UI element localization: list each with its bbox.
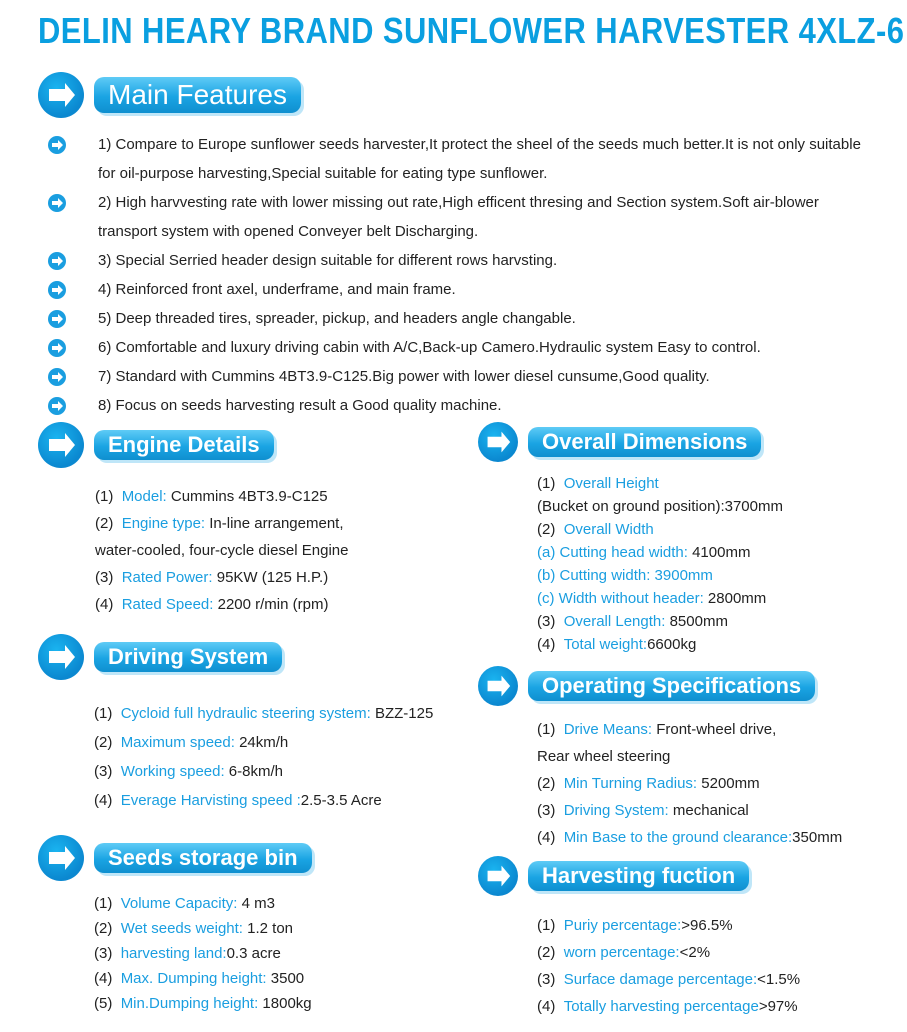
small-circle-arrow-icon [48, 194, 66, 212]
section-heading: Driving System [94, 642, 282, 672]
spec-row [94, 705, 433, 722]
feature-item: 2) High harvvesting rate with lower missing out rate,High efficent thresing and Section system.Soft air-blower transport system with opened Conveyer belt Discharging. [98, 194, 819, 240]
spec-value: 4 m3 [237, 895, 275, 912]
spec-row [537, 721, 776, 738]
spec-number: (4) [537, 998, 556, 1015]
spec-value: 350mm [792, 829, 843, 846]
spec-label: Driving System: [563, 802, 669, 819]
spec-value: 6-8km/h [224, 763, 283, 780]
section-harvesting [478, 856, 749, 896]
small-circle-arrow-icon [48, 136, 66, 154]
spec-row [537, 636, 696, 653]
spec-row [537, 917, 733, 934]
spec-row [537, 802, 749, 819]
spec-label: Min.Dumping height: [120, 995, 259, 1012]
small-circle-arrow-icon [48, 310, 66, 328]
small-circle-arrow-icon [48, 281, 66, 299]
circle-arrow-icon [38, 72, 84, 118]
spec-value: 2800mm [703, 590, 767, 607]
spec-label: Min Base to the ground clearance: [563, 829, 793, 846]
spec-number: (4) [537, 829, 556, 846]
spec-number: (1) [537, 475, 556, 492]
spec-number: (3) [95, 569, 114, 586]
spec-row [94, 970, 304, 987]
spec-number: (1) [537, 721, 556, 738]
spec-number: (4) [94, 970, 113, 987]
spec-row [537, 567, 713, 584]
spec-row [95, 515, 344, 532]
feature-item: 6) Comfortable and luxury driving cabin with A/C,Back-up Camero.Hydraulic system Easy to control. [98, 339, 761, 356]
spec-row [95, 488, 328, 505]
small-circle-arrow-icon [48, 368, 66, 386]
spec-value: 1.2 ton [242, 920, 294, 937]
spec-number: (3) [537, 613, 556, 630]
spec-row [537, 544, 750, 561]
section-engine [38, 422, 274, 468]
small-circle-arrow-icon [48, 397, 66, 415]
spec-row [95, 596, 328, 613]
spec-row [94, 734, 288, 751]
feature-item: 3) Special Serried header design suitable for different rows harvsting. [98, 252, 558, 269]
spec-label: Overall Length: [563, 613, 666, 630]
section-dimensions [478, 422, 761, 462]
spec-row [537, 775, 760, 792]
spec-label: Surface damage percentage: [563, 971, 758, 988]
spec-label: harvesting land: [120, 945, 227, 962]
spec-value: 8500mm [665, 613, 728, 630]
section-driving [38, 634, 282, 680]
spec-number: (3) [94, 945, 113, 962]
spec-row [537, 475, 659, 492]
spec-row [537, 521, 654, 538]
spec-value: 6600kg [647, 636, 697, 653]
spec-number: (1) [95, 488, 114, 505]
spec-number: (3) [537, 971, 556, 988]
spec-number: (4) [94, 792, 113, 809]
spec-label: (a) Cutting head width: [537, 544, 688, 561]
spec-value: Front-wheel drive, [652, 721, 777, 738]
spec-value: 95KW (125 H.P.) [212, 569, 329, 586]
spec-row [94, 945, 281, 962]
feature-item: 7) Standard with Cummins 4BT3.9-C125.Big power with lower diesel cunsume,Good quality. [98, 368, 710, 385]
spec-row [95, 542, 348, 559]
circle-arrow-icon [38, 422, 84, 468]
spec-value: Rear wheel steering [537, 748, 671, 765]
spec-value: BZZ-125 [370, 705, 434, 722]
feature-item: 4) Reinforced front axel, underframe, and main frame. [98, 281, 456, 298]
spec-value: 24km/h [234, 734, 289, 751]
spec-label: Cycloid full hydraulic steering system: [120, 705, 371, 722]
spec-value: <1.5% [757, 971, 801, 988]
spec-value: >96.5% [681, 917, 733, 934]
small-circle-arrow-icon [48, 339, 66, 357]
spec-number: (2) [537, 944, 556, 961]
spec-number: (2) [537, 775, 556, 792]
spec-label: worn percentage: [563, 944, 680, 961]
section-heading: Harvesting fuction [528, 861, 749, 891]
spec-label: Overall Width [563, 521, 654, 538]
spec-value: 5200mm [697, 775, 760, 792]
spec-label: Drive Means: [563, 721, 653, 738]
circle-arrow-icon [478, 856, 518, 896]
spec-number: (2) [94, 920, 113, 937]
spec-row [537, 498, 783, 515]
spec-number: (4) [537, 636, 556, 653]
spec-row [95, 569, 328, 586]
circle-arrow-icon [38, 634, 84, 680]
spec-label: Total weight: [563, 636, 648, 653]
spec-label: Totally harvesting percentage [563, 998, 759, 1015]
spec-number: (3) [537, 802, 556, 819]
feature-item: 5) Deep threaded tires, spreader, pickup, and headers angle changable. [98, 310, 576, 327]
spec-number: (2) [94, 734, 113, 751]
spec-label: Everage Harvisting speed : [120, 792, 301, 809]
spec-label: Model: [121, 488, 167, 505]
spec-row [94, 895, 275, 912]
spec-number: (4) [95, 596, 114, 613]
spec-label: Working speed: [120, 763, 225, 780]
circle-arrow-icon [38, 835, 84, 881]
spec-number: (1) [537, 917, 556, 934]
spec-label: Rated Power: [121, 569, 213, 586]
feature-item: 8) Focus on seeds harvesting result a Good quality machine. [98, 397, 502, 414]
spec-value: Cummins 4BT3.9-C125 [166, 488, 328, 505]
spec-row [94, 920, 293, 937]
spec-number: (3) [94, 763, 113, 780]
spec-value: mechanical [668, 802, 749, 819]
circle-arrow-icon [478, 422, 518, 462]
section-storage [38, 835, 312, 881]
spec-value: 0.3 acre [226, 945, 281, 962]
spec-number: (1) [94, 895, 113, 912]
spec-row [537, 998, 798, 1015]
feature-item: 1) Compare to Europe sunflower seeds harvester,It protect the sheel of the seeds much better.It is not only suitable for oil-purpose harvesting,Special suitable for eating type sunflower. [98, 136, 861, 182]
spec-label: (c) Width without header: [537, 590, 704, 607]
small-circle-arrow-icon [48, 252, 66, 270]
spec-row [94, 763, 283, 780]
section-heading: Operating Specifications [528, 671, 815, 701]
spec-number: (5) [94, 995, 113, 1012]
spec-value: water-cooled, four-cycle diesel Engine [95, 542, 349, 559]
spec-label: Puriy percentage: [563, 917, 682, 934]
section-heading: Seeds storage bin [94, 843, 312, 873]
spec-label: Overall Height [563, 475, 659, 492]
section-heading: Engine Details [94, 430, 274, 460]
section-operating [478, 666, 815, 706]
spec-row [537, 944, 710, 961]
spec-value: <2% [679, 944, 711, 961]
spec-number: (2) [537, 521, 556, 538]
spec-row [537, 613, 728, 630]
spec-value: 1800kg [258, 995, 312, 1012]
spec-value: >97% [758, 998, 798, 1015]
section-heading: Overall Dimensions [528, 427, 761, 457]
spec-number: (1) [94, 705, 113, 722]
spec-label: Maximum speed: [120, 734, 235, 751]
spec-value: 2.5-3.5 Acre [300, 792, 382, 809]
spec-value: 3500 [266, 970, 305, 987]
spec-row [537, 748, 670, 765]
spec-label: Volume Capacity: [120, 895, 238, 912]
spec-label: Min Turning Radius: [563, 775, 698, 792]
spec-row [537, 590, 766, 607]
section-heading: Main Features [94, 77, 301, 113]
section-main-features [38, 72, 301, 118]
spec-value: 2200 r/min (rpm) [213, 596, 329, 613]
circle-arrow-icon [478, 666, 518, 706]
spec-row [537, 829, 842, 846]
spec-value: In-line arrangement, [205, 515, 344, 532]
spec-value: (Bucket on ground position):3700mm [537, 498, 783, 515]
spec-label: Engine type: [121, 515, 206, 532]
spec-label: (b) Cutting width: 3900mm [537, 567, 713, 584]
spec-number: (2) [95, 515, 114, 532]
spec-label: Max. Dumping height: [120, 970, 267, 987]
spec-row [537, 971, 800, 988]
spec-row [94, 792, 382, 809]
spec-label: Wet seeds weight: [120, 920, 243, 937]
spec-row [94, 995, 312, 1012]
spec-label: Rated Speed: [121, 596, 214, 613]
spec-value: 4100mm [687, 544, 751, 561]
page-title: DELIN HEARY BRAND SUNFLOWER HARVESTER 4XLZ-6 [38, 10, 905, 51]
